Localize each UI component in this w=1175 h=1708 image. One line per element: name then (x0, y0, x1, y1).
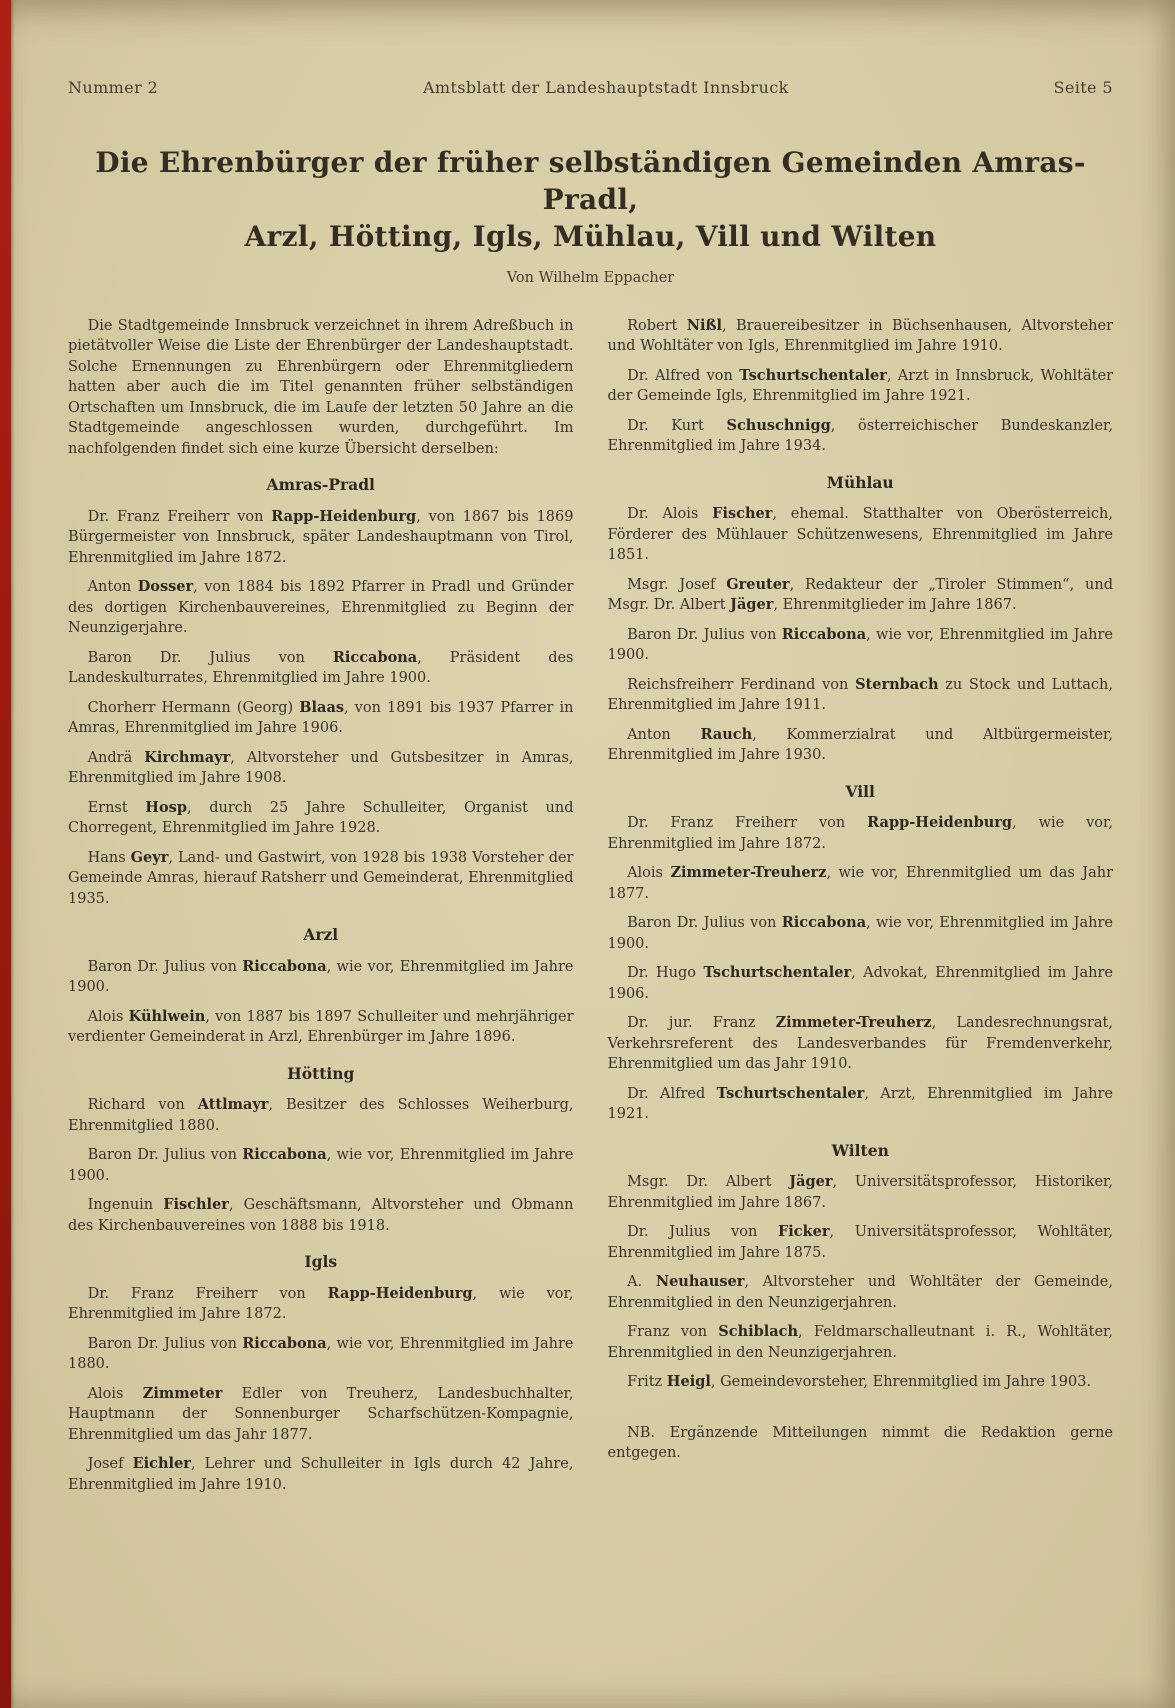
article-title (68, 145, 1113, 256)
paragraph: Reichsfreiherr Ferdinand von Sternbach zu Stock und Luttach, Ehrenmitglied im Jahre 1911. (607, 675, 1114, 714)
paragraph: Alois Zimmeter Edler von Treuherz, Landesbuchhalter, Hauptmann der Sonnenburger Scharfschützen-Kompagnie, Ehrenmitglied um das Jahr 1877. (68, 1384, 574, 1443)
paragraph: Dr. Alois Fischer, ehemal. Statthalter von Oberösterreich, Förderer des Mühlauer Schützenwesens, Ehrenmitglied im Jahre 1851. (607, 505, 1113, 564)
section-heading: Wilten (831, 1140, 889, 1160)
paragraph: Anton Rauch, Kommerzialrat und Altbürgermeister, Ehrenmitglied im Jahre 1930. (607, 725, 1113, 764)
paragraph: Josef Eichler, Lehrer und Schulleiter in Igls durch 42 Jahre, Ehrenmitglied im Jahre 1910. (68, 1455, 574, 1493)
paragraph: Dr. Julius von Ficker, Universitätsprofessor, Wohltäter, Ehrenmitglied im Jahre 1875. (607, 1223, 1113, 1261)
issue-number: Nummer 2 (68, 78, 159, 97)
paragraph: Alois Zimmeter-Treuherz, wie vor, Ehrenmitglied um das Jahr 1877. (607, 864, 1114, 902)
paragraph: Dr. Alfred Tschurtschentaler, Arzt, Ehrenmitglied im Jahre 1921. (607, 1084, 1113, 1123)
section-heading: Hötting (287, 1063, 355, 1083)
spine-stripe (0, 0, 11, 1708)
paragraph: Die Stadtgemeinde Innsbruck verzeichnet in ihrem Adreßbuch in pietätvoller Weise die Liste der Ehrenbürger der Landeshauptstadt. Solche Ernennungen zu Ehrenbürgern oder Ehrenmitgliedern hatten aber auch die im Titel genannten früher selbständigen Ortschaften um Innsbruck, die im Laufe der letzten 50 Jahre an die Stadtgemeinde angeschlossen wurden, durchgeführt. Im nachfolgenden findet sich eine kurze Übersicht derselben: (68, 317, 574, 457)
paragraph: Alois Kühlwein, von 1887 bis 1897 Schulleiter und mehrjähriger verdienter Gemeinderat in Arzl, Ehrenbürger im Jahre 1896. (68, 1007, 574, 1046)
section-heading: Igls (304, 1252, 338, 1272)
paragraph: Robert Nißl, Brauereibesitzer in Büchsenhausen, Altvorsteher und Wohltäter von Igls, Ehrenmitglied im Jahre 1910. (607, 316, 1113, 355)
paragraph: Baron Dr. Julius von Riccabona, wie vor, Ehrenmitglied im Jahre 1900. (607, 625, 1113, 664)
paragraph: Dr. Kurt Schuschnigg, österreichischer Bundeskanzler, Ehrenmitglied im Jahre 1934. (607, 416, 1113, 455)
paragraph: Anton Dosser, von 1884 bis 1892 Pfarrer in Pradl und Gründer des dortigen Kirchenbauvereines, Ehrenmitglied zu Beginn der Neunzigerjahre. (68, 578, 574, 637)
section-heading: Vill (845, 781, 875, 801)
paragraph: Richard von Attlmayr, Besitzer des Schlosses Weiherburg, Ehrenmitglied 1880. (68, 1096, 574, 1134)
paragraph: Fritz Heigl, Gemeindevorsteher, Ehrenmitglied im Jahre 1903. (627, 1373, 1092, 1391)
paragraph: Franz von Schiblach, Feldmarschalleutnant i. R., Wohltäter, Ehrenmitglied in den Neunzigerjahren. (607, 1323, 1113, 1361)
article-title-line1: Die Ehrenbürger der früher selbständigen Gemeinden Amras-Pradl, (95, 146, 1086, 216)
paragraph: Dr. Hugo Tschurtschentaler, Advokat, Ehrenmitglied im Jahre 1906. (607, 964, 1113, 1002)
paragraph: Msgr. Josef Greuter, Redakteur der „Tiroler Stimmen“, und Msgr. Dr. Albert Jäger, Ehrenmitglieder im Jahre 1867. (607, 575, 1113, 614)
paragraph: Dr. Franz Freiherr von Rapp-Heidenburg, wie vor, Ehrenmitglied im Jahre 1872. (68, 1284, 574, 1323)
page-content (68, 0, 1113, 1504)
paragraph: Baron Dr. Julius von Riccabona, Präsident des Landeskulturrates, Ehrenmitglied im Jahre 1900. (68, 648, 574, 687)
section-heading: Arzl (303, 925, 339, 945)
page-header (68, 78, 1113, 97)
article-body (68, 316, 1113, 1505)
editorial-note: NB. Ergänzende Mitteilungen nimmt die Redaktion gerne entgegen. (607, 1424, 1113, 1462)
paragraph: Chorherr Hermann (Georg) Blaas, von 1891 bis 1937 Pfarrer in Amras, Ehrenmitglied im Jahre 1906. (68, 698, 574, 737)
paragraph: Hans Geyr, Land- und Gastwirt, von 1928 bis 1938 Vorsteher der Gemeinde Amras, hierauf Ratsherr und Gemeinderat, Ehrenmitglied 1935. (68, 848, 574, 907)
paragraph: Andrä Kirchmayr, Altvorsteher und Gutsbesitzer in Amras, Ehrenmitglied im Jahre 1908. (68, 748, 574, 787)
page-number: Seite 5 (1053, 78, 1113, 97)
article-title-line2: Arzl, Hötting, Igls, Mühlau, Vill und Wilten (244, 219, 937, 253)
paragraph: Dr. Franz Freiherr von Rapp-Heidenburg, von 1867 bis 1869 Bürgermeister von Innsbruck, später Landeshauptmann von Tirol, Ehrenmitglied im Jahre 1872. (68, 507, 574, 566)
paragraph: Ingenuin Fischler, Geschäftsmann, Altvorsteher und Obmann des Kirchenbauvereines von 1888 bis 1918. (68, 1196, 574, 1234)
byline: Von Wilhelm Eppacher (506, 269, 675, 286)
paragraph: Dr. Franz Freiherr von Rapp-Heidenburg, wie vor, Ehrenmitglied im Jahre 1872. (607, 814, 1113, 852)
right-column (608, 316, 1114, 1505)
section-heading: Amras-Pradl (266, 475, 375, 495)
paragraph: Baron Dr. Julius von Riccabona, wie vor, Ehrenmitglied im Jahre 1880. (68, 1334, 574, 1373)
masthead: Amtsblatt der Landeshauptstadt Innsbruck (422, 78, 789, 97)
left-column (68, 316, 574, 1505)
paragraph: A. Neuhauser, Altvorsteher und Wohltäter der Gemeinde, Ehrenmitglied in den Neunzigerjahren. (607, 1273, 1113, 1311)
section-heading: Mühlau (826, 472, 894, 492)
paragraph: Dr. jur. Franz Zimmeter-Treuherz, Landesrechnungsrat, Verkehrsreferent des Landesverbandes für Fremdenverkehr, Ehrenmitglied um das Jahr 1910. (607, 1014, 1113, 1073)
paragraph: Baron Dr. Julius von Riccabona, wie vor, Ehrenmitglied im Jahre 1900. (607, 914, 1113, 952)
paragraph: Ernst Hosp, durch 25 Jahre Schulleiter, Organist und Chorregent, Ehrenmitglied im Jahre 1928. (68, 798, 574, 837)
paragraph: Dr. Alfred von Tschurtschentaler, Arzt in Innsbruck, Wohltäter der Gemeinde Igls, Ehrenmitglied im Jahre 1921. (607, 366, 1113, 405)
paragraph: Msgr. Dr. Albert Jäger, Universitätsprofessor, Historiker, Ehrenmitglied im Jahre 1867. (607, 1173, 1113, 1211)
paragraph: Baron Dr. Julius von Riccabona, wie vor, Ehrenmitglied im Jahre 1900. (68, 957, 574, 996)
paragraph: Baron Dr. Julius von Riccabona, wie vor, Ehrenmitglied im Jahre 1900. (68, 1146, 574, 1184)
